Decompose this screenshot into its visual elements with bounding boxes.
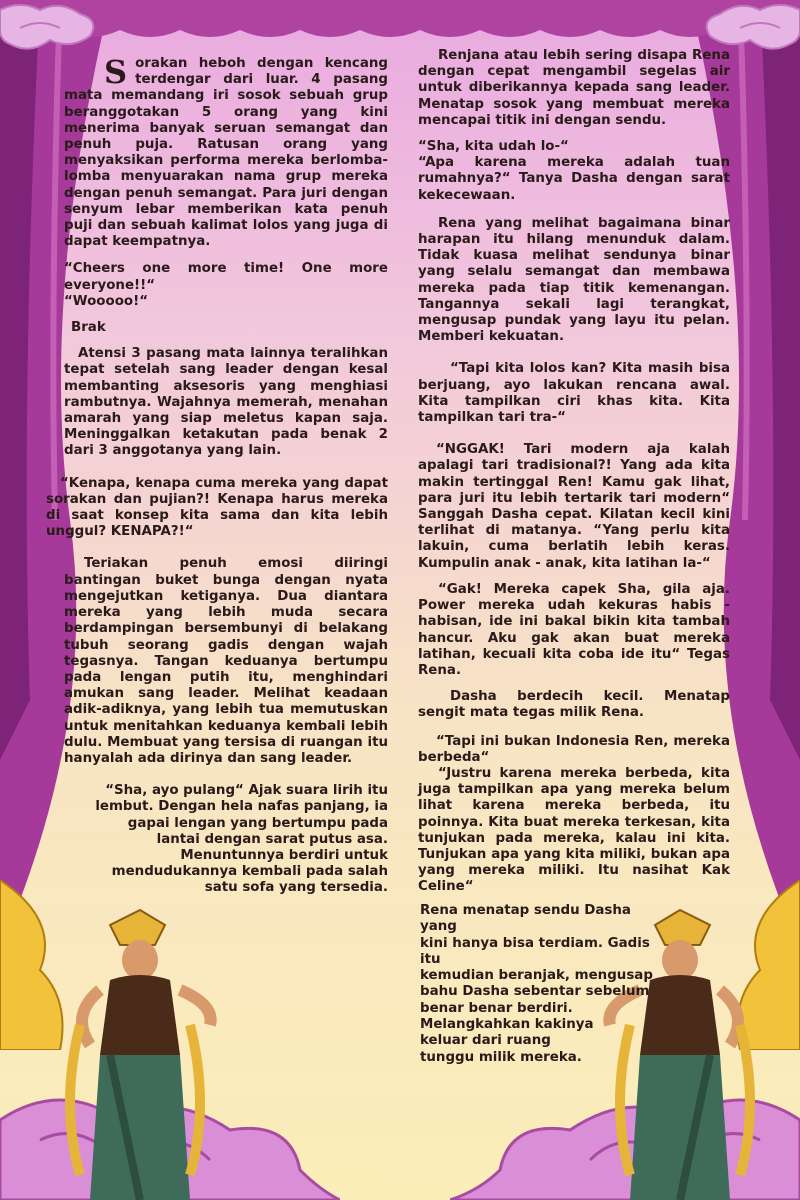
- right-paragraph-6: “NGGAK! Tari modern aja kalah apalagi tari tradisional?! Yang ada kita makin tertinggal Ren! Kamu gak lihat, para juri itu lebih tertarik tari modern“ Sanggah Dasha cepat. Kilatan kecil kini terlihat di matanya. “Yang perlu kita lakuin, cuma berlatih lebih keras. Kumpulin anak - anak, kita latihan la-“: [418, 442, 730, 571]
- left-paragraph-8: “Sha, ayo pulang“ Ajak suara lirih itu lembut. Dengan hela nafas panjang, ia gapai lengan yang bertumpu pada lantai dengan sarat putus asa. Menuntunnya berdiri untuk mendudukannya kembali pada salah satu sofa yang tersedia.: [95, 783, 388, 896]
- final-line: kemudian beranjak, mengusap: [420, 968, 653, 984]
- right-paragraph-1: Renjana atau lebih sering disapa Rena dengan cepat mengambil segelas air untuk diberikannya kepada sang leader. Menatap sosok yang membuat mereka mencapai titik ini dengan sendu.: [418, 48, 730, 128]
- curtain-valance: [0, 0, 800, 50]
- final-line: Melangkahkan kakinya: [420, 1017, 594, 1033]
- final-line: tunggu milik mereka.: [420, 1049, 582, 1065]
- right-paragraph-5: “Tapi kita lolos kan? Kita masih bisa berjuang, ayo lakukan rencana awal. Kita tampilkan ciri khas kita. Kita tampilkan tari tra-“: [418, 361, 730, 426]
- left-paragraph-3: “Wooooo!“: [64, 293, 148, 309]
- left-paragraph-7: Teriakan penuh emosi diiringi bantingan buket bunga dengan nyata mengejutkan ketiganya. Dua diantara mereka yang lebih muda secara berdampingan bersembunyi di belakang tubuh seorang gadis dengan wajah tegasnya. Tangan keduanya bertumpu pada lengan putih itu, menghindari amukan sang leader. Melihat keadaan adik-adiknya, yang lebih tua memutuskan untuk menitahkan keduanya kembali lebih dulu. Membuat yang tersisa di ruangan itu hanyalah ada dirinya dan sang leader.: [64, 556, 388, 766]
- right-paragraph-3: “Apa karena mereka adalah tuan rumahnya?“ Tanya Dasha dengan sarat kekecewaan.: [418, 155, 730, 203]
- left-paragraph-4: Brak: [71, 320, 106, 336]
- left-paragraph-6: “Kenapa, kenapa cuma mereka yang dapat sorakan dan pujian?! Kenapa harus mereka di saat konsep kita sama dan kita lebih unggul? KENAPA?!“: [46, 475, 388, 540]
- final-paragraph: [420, 903, 670, 1066]
- left-paragraph-2: “Cheers one more time! One more everyone!!“: [64, 261, 388, 293]
- right-paragraph-4: Rena yang melihat bagaimana binar harapan itu hilang menunduk dalam. Tidak kuasa melihat sendunya binar yang selalu semangat dan membawa mereka pada tiap titik kemenangan. Tangannya sekali lagi terangkat, mengusap pundak yang layu itu pelan. Memberi kekuatan.: [418, 215, 730, 345]
- right-paragraph-8: Dasha berdecih kecil. Menatap sengit mata tegas milik Rena.: [418, 689, 730, 721]
- right-paragraph-7: “Gak! Mereka capek Sha, gila aja. Power mereka udah kekuras habis - habisan, ide ini bakal bikin kita tambah hancur. Aku gak akan buat mereka latihan, kecuali kita coba ide itu“ Tegas Rena.: [418, 581, 730, 678]
- right-paragraph-10: “Justru karena mereka berbeda, kita juga tampilkan apa yang mereka belum lihat karena mereka berbeda, itu poinnya. Kita buat mereka terkesan, kita tunjukan pada mereka, kalau ini kita. Tunjukan apa yang kita miliki, bukan apa yang mereka miliki. Itu nasihat Kak Celine“: [418, 765, 730, 895]
- right-paragraph-2: “Sha, kita udah lo-“: [418, 139, 569, 155]
- final-line: benar benar berdiri.: [420, 1000, 573, 1016]
- cloud-ornament-icon: [0, 0, 110, 60]
- final-line: keluar dari ruang: [420, 1033, 551, 1049]
- left-paragraph-1-text: orakan heboh dengan kencang terdengar dari luar. 4 pasang mata memandang iri sosok sebuah grup beranggotakan 5 orang yang kini menerima banyak seruan semangat dan penuh puja. Ratusan orang yang menyaksikan performa mereka berlomba-lomba menyuarakan nama grup mereka dengan penuh semangat. Para juri dengan senyum lebar memberikan kata penuh puji dan sebuah kalimat lolos yang juga di dapat keempatnya.: [64, 56, 388, 250]
- left-paragraph-1: [64, 53, 388, 250]
- left-column: [46, 53, 388, 897]
- right-paragraph-9: “Tapi ini bukan Indonesia Ren, mereka berbeda“: [418, 733, 730, 765]
- left-paragraph-5: Atensi 3 pasang mata lainnya teralihkan tepat setelah sang leader dengan kesal membanting aksesoris yang menghiasi rambutnya. Wajahnya memerah, menahan amarah yang siap meletus kapan saja. Meninggalkan ketakutan pada benak 2 dari 3 anggotanya yang lain.: [64, 346, 388, 459]
- right-column: [418, 48, 730, 896]
- final-line: Rena menatap sendu Dasha yang: [420, 903, 631, 935]
- final-line: kini hanya bisa terdiam. Gadis itu: [420, 935, 650, 967]
- drop-cap: S: [104, 53, 128, 91]
- final-line: bahu Dasha sebentar sebelum: [420, 984, 650, 1000]
- wayang-dancer-icon: [40, 905, 230, 1200]
